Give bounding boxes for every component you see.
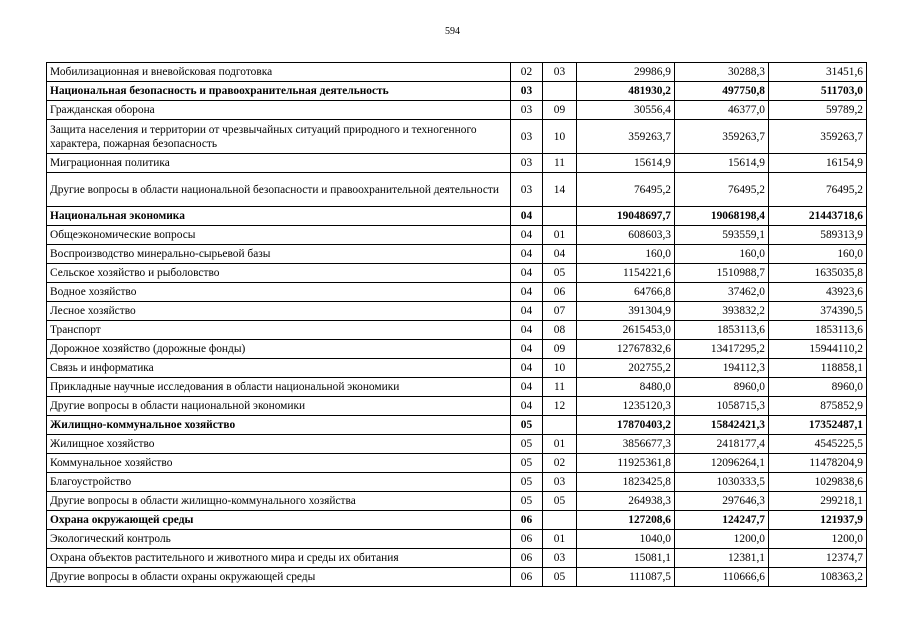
table-row	[47, 359, 867, 378]
table-row	[47, 264, 867, 283]
amount-year2-cell: 359263,7	[675, 120, 769, 154]
amount-year1-cell: 12767832,6	[577, 340, 675, 359]
section-code-cell: 03	[511, 82, 543, 101]
amount-year3-cell: 11478204,9	[769, 454, 867, 473]
row-name-cell: Другие вопросы в области охраны окружающей среды	[47, 568, 511, 587]
amount-year3-cell: 8960,0	[769, 378, 867, 397]
amount-year1-cell: 2615453,0	[577, 321, 675, 340]
amount-year3-cell: 359263,7	[769, 120, 867, 154]
budget-table-body	[47, 63, 867, 587]
subsection-code-cell: 07	[543, 302, 577, 321]
subsection-code-cell: 05	[543, 492, 577, 511]
table-row	[47, 321, 867, 340]
amount-year2-cell: 12381,1	[675, 549, 769, 568]
amount-year2-cell: 160,0	[675, 245, 769, 264]
section-code-cell: 06	[511, 568, 543, 587]
amount-year3-cell: 589313,9	[769, 226, 867, 245]
amount-year3-cell: 118858,1	[769, 359, 867, 378]
row-name-cell: Национальная безопасность и правоохранительная деятельность	[47, 82, 511, 101]
subsection-code-cell: 04	[543, 245, 577, 264]
amount-year3-cell: 12374,7	[769, 549, 867, 568]
table-row	[47, 397, 867, 416]
amount-year1-cell: 1823425,8	[577, 473, 675, 492]
amount-year2-cell: 393832,2	[675, 302, 769, 321]
table-row	[47, 473, 867, 492]
amount-year2-cell: 593559,1	[675, 226, 769, 245]
table-row	[47, 207, 867, 226]
subsection-code-cell: 09	[543, 101, 577, 120]
amount-year1-cell: 1040,0	[577, 530, 675, 549]
subsection-code-cell: 10	[543, 120, 577, 154]
table-row	[47, 63, 867, 82]
subsection-code-cell: 05	[543, 568, 577, 587]
section-code-cell: 04	[511, 245, 543, 264]
amount-year1-cell: 3856677,3	[577, 435, 675, 454]
amount-year1-cell: 30556,4	[577, 101, 675, 120]
section-code-cell: 03	[511, 173, 543, 207]
subsection-code-cell: 08	[543, 321, 577, 340]
amount-year1-cell: 1154221,6	[577, 264, 675, 283]
section-code-cell: 05	[511, 492, 543, 511]
table-row	[47, 549, 867, 568]
section-code-cell: 04	[511, 302, 543, 321]
table-row	[47, 82, 867, 101]
subsection-code-cell: 02	[543, 454, 577, 473]
amount-year2-cell: 46377,0	[675, 101, 769, 120]
subsection-code-cell: 01	[543, 530, 577, 549]
amount-year3-cell: 21443718,6	[769, 207, 867, 226]
table-row	[47, 511, 867, 530]
amount-year3-cell: 17352487,1	[769, 416, 867, 435]
subsection-code-cell	[543, 416, 577, 435]
section-code-cell: 03	[511, 154, 543, 173]
amount-year2-cell: 110666,6	[675, 568, 769, 587]
page-number: 594	[445, 26, 460, 37]
table-row	[47, 226, 867, 245]
section-code-cell: 04	[511, 264, 543, 283]
subsection-code-cell: 14	[543, 173, 577, 207]
row-name-cell: Охрана окружающей среды	[47, 511, 511, 530]
table-row	[47, 492, 867, 511]
amount-year2-cell: 76495,2	[675, 173, 769, 207]
amount-year2-cell: 297646,3	[675, 492, 769, 511]
amount-year3-cell: 76495,2	[769, 173, 867, 207]
row-name-cell: Сельское хозяйство и рыболовство	[47, 264, 511, 283]
subsection-code-cell: 03	[543, 63, 577, 82]
table-row	[47, 302, 867, 321]
section-code-cell: 04	[511, 397, 543, 416]
amount-year3-cell: 59789,2	[769, 101, 867, 120]
amount-year1-cell: 481930,2	[577, 82, 675, 101]
amount-year1-cell: 111087,5	[577, 568, 675, 587]
table-row	[47, 435, 867, 454]
row-name-cell: Охрана объектов растительного и животного мира и среды их обитания	[47, 549, 511, 568]
amount-year3-cell: 875852,9	[769, 397, 867, 416]
table-row	[47, 454, 867, 473]
amount-year1-cell: 11925361,8	[577, 454, 675, 473]
section-code-cell: 06	[511, 549, 543, 568]
subsection-code-cell: 06	[543, 283, 577, 302]
subsection-code-cell	[543, 511, 577, 530]
section-code-cell: 06	[511, 511, 543, 530]
amount-year1-cell: 15081,1	[577, 549, 675, 568]
table-row	[47, 416, 867, 435]
amount-year3-cell: 1635035,8	[769, 264, 867, 283]
subsection-code-cell: 03	[543, 549, 577, 568]
budget-table	[46, 62, 867, 587]
section-code-cell: 04	[511, 359, 543, 378]
amount-year1-cell: 76495,2	[577, 173, 675, 207]
table-row	[47, 340, 867, 359]
section-code-cell: 05	[511, 454, 543, 473]
amount-year1-cell: 17870403,2	[577, 416, 675, 435]
row-name-cell: Коммунальное хозяйство	[47, 454, 511, 473]
amount-year2-cell: 194112,3	[675, 359, 769, 378]
section-code-cell: 04	[511, 321, 543, 340]
amount-year1-cell: 608603,3	[577, 226, 675, 245]
section-code-cell: 05	[511, 435, 543, 454]
amount-year3-cell: 160,0	[769, 245, 867, 264]
row-name-cell: Национальная экономика	[47, 207, 511, 226]
row-name-cell: Другие вопросы в области национальной экономики	[47, 397, 511, 416]
amount-year2-cell: 30288,3	[675, 63, 769, 82]
amount-year1-cell: 29986,9	[577, 63, 675, 82]
section-code-cell: 04	[511, 226, 543, 245]
amount-year2-cell: 1200,0	[675, 530, 769, 549]
amount-year2-cell: 1853113,6	[675, 321, 769, 340]
section-code-cell: 04	[511, 207, 543, 226]
amount-year1-cell: 359263,7	[577, 120, 675, 154]
section-code-cell: 05	[511, 416, 543, 435]
amount-year3-cell: 4545225,5	[769, 435, 867, 454]
amount-year3-cell: 299218,1	[769, 492, 867, 511]
subsection-code-cell	[543, 207, 577, 226]
row-name-cell: Связь и информатика	[47, 359, 511, 378]
row-name-cell: Мобилизационная и вневойсковая подготовка	[47, 63, 511, 82]
amount-year1-cell: 15614,9	[577, 154, 675, 173]
amount-year2-cell: 1058715,3	[675, 397, 769, 416]
amount-year3-cell: 511703,0	[769, 82, 867, 101]
section-code-cell: 02	[511, 63, 543, 82]
section-code-cell: 06	[511, 530, 543, 549]
row-name-cell: Транспорт	[47, 321, 511, 340]
section-code-cell: 04	[511, 283, 543, 302]
amount-year2-cell: 124247,7	[675, 511, 769, 530]
amount-year2-cell: 19068198,4	[675, 207, 769, 226]
subsection-code-cell: 05	[543, 264, 577, 283]
amount-year2-cell: 12096264,1	[675, 454, 769, 473]
amount-year3-cell: 121937,9	[769, 511, 867, 530]
amount-year2-cell: 37462,0	[675, 283, 769, 302]
row-name-cell: Общеэкономические вопросы	[47, 226, 511, 245]
row-name-cell: Жилищное хозяйство	[47, 435, 511, 454]
row-name-cell: Гражданская оборона	[47, 101, 511, 120]
section-code-cell: 05	[511, 473, 543, 492]
amount-year3-cell: 1853113,6	[769, 321, 867, 340]
amount-year1-cell: 127208,6	[577, 511, 675, 530]
subsection-code-cell	[543, 82, 577, 101]
table-row	[47, 568, 867, 587]
amount-year3-cell: 1200,0	[769, 530, 867, 549]
subsection-code-cell: 12	[543, 397, 577, 416]
amount-year1-cell: 160,0	[577, 245, 675, 264]
section-code-cell: 04	[511, 340, 543, 359]
row-name-cell: Лесное хозяйство	[47, 302, 511, 321]
table-row	[47, 530, 867, 549]
amount-year1-cell: 264938,3	[577, 492, 675, 511]
amount-year3-cell: 108363,2	[769, 568, 867, 587]
row-name-cell: Дорожное хозяйство (дорожные фонды)	[47, 340, 511, 359]
amount-year3-cell: 16154,9	[769, 154, 867, 173]
subsection-code-cell: 03	[543, 473, 577, 492]
amount-year1-cell: 202755,2	[577, 359, 675, 378]
amount-year2-cell: 2418177,4	[675, 435, 769, 454]
amount-year2-cell: 1030333,5	[675, 473, 769, 492]
amount-year3-cell: 31451,6	[769, 63, 867, 82]
amount-year2-cell: 15614,9	[675, 154, 769, 173]
row-name-cell: Благоустройство	[47, 473, 511, 492]
subsection-code-cell: 01	[543, 226, 577, 245]
table-row	[47, 283, 867, 302]
table-row	[47, 101, 867, 120]
amount-year3-cell: 15944110,2	[769, 340, 867, 359]
row-name-cell: Миграционная политика	[47, 154, 511, 173]
subsection-code-cell: 11	[543, 378, 577, 397]
subsection-code-cell: 01	[543, 435, 577, 454]
table-row	[47, 154, 867, 173]
row-name-cell: Экологический контроль	[47, 530, 511, 549]
subsection-code-cell: 09	[543, 340, 577, 359]
row-name-cell: Жилищно-коммунальное хозяйство	[47, 416, 511, 435]
table-row	[47, 245, 867, 264]
amount-year1-cell: 391304,9	[577, 302, 675, 321]
row-name-cell: Водное хозяйство	[47, 283, 511, 302]
section-code-cell: 03	[511, 101, 543, 120]
amount-year3-cell: 374390,5	[769, 302, 867, 321]
row-name-cell: Воспроизводство минерально-сырьевой базы	[47, 245, 511, 264]
subsection-code-cell: 10	[543, 359, 577, 378]
amount-year2-cell: 497750,8	[675, 82, 769, 101]
amount-year1-cell: 19048697,7	[577, 207, 675, 226]
amount-year2-cell: 8960,0	[675, 378, 769, 397]
amount-year3-cell: 43923,6	[769, 283, 867, 302]
amount-year3-cell: 1029838,6	[769, 473, 867, 492]
amount-year2-cell: 13417295,2	[675, 340, 769, 359]
table-row	[47, 378, 867, 397]
amount-year2-cell: 1510988,7	[675, 264, 769, 283]
row-name-cell: Другие вопросы в области жилищно-коммунального хозяйства	[47, 492, 511, 511]
amount-year1-cell: 8480,0	[577, 378, 675, 397]
subsection-code-cell: 11	[543, 154, 577, 173]
row-name-cell: Прикладные научные исследования в области национальной экономики	[47, 378, 511, 397]
table-row	[47, 120, 867, 154]
amount-year1-cell: 1235120,3	[577, 397, 675, 416]
amount-year2-cell: 15842421,3	[675, 416, 769, 435]
section-code-cell: 04	[511, 378, 543, 397]
section-code-cell: 03	[511, 120, 543, 154]
row-name-cell: Защита населения и территории от чрезвычайных ситуаций природного и техногенного характера, пожарная безопасность	[47, 120, 511, 154]
amount-year1-cell: 64766,8	[577, 283, 675, 302]
row-name-cell: Другие вопросы в области национальной безопасности и правоохранительной деятельности	[47, 173, 511, 207]
table-row	[47, 173, 867, 207]
